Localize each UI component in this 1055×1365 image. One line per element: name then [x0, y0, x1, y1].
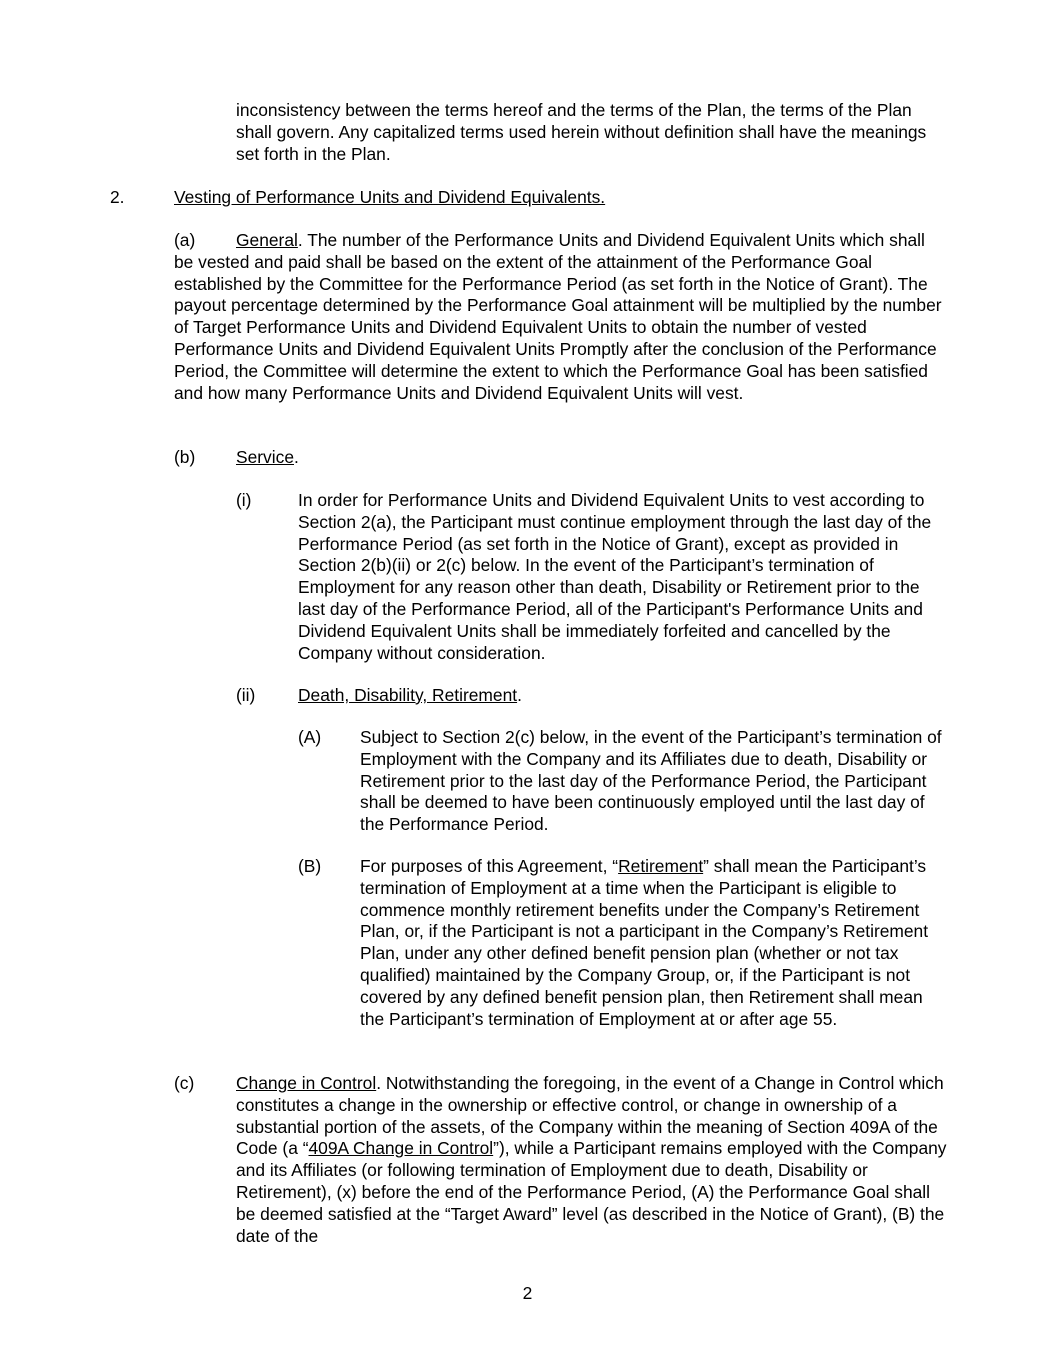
paragraph-c-pre: . Notwithstanding the foregoing, in the event of a Change in Control which constitutes a change in the ownership or effective control, or change in ownership of a substantial portion of the assets, of the Company within the meaning of Section 409A of the Code (a “: [236, 1073, 944, 1159]
paragraph-c-label: (c): [174, 1073, 195, 1093]
subparagraph-i-text: In order for Performance Units and Dividend Equivalent Units to vest according to Section 2(a), the Participant must continue employment through the last day of the Performance Period (as set forth in the Notice of Grant), except as provided in Section 2(b)(ii) or 2(c) below. In the event of the Participant’s termination of Employment for any reason other than death, Disability or Retirement prior to the last day of the Performance Period, all of the Participant's Performance Units and Dividend Equivalent Units shall be immediately forfeited and cancelled by the Company without consideration.: [298, 490, 932, 663]
paragraph-b-label: (b): [174, 447, 196, 467]
subparagraph-ii-after: .: [517, 685, 522, 705]
paragraph-b-after: .: [294, 447, 299, 467]
page-number: 2: [522, 1283, 533, 1303]
paragraph-a: [174, 230, 949, 404]
subparagraph-i-label: (i): [236, 490, 252, 510]
paragraph-c-post: ”), while a Participant remains employed with the Company and its Affiliates (or following termination of Employment due to death, Disability or Retirement), (x) before the end of the Performance Period, (A) the Performance Goal shall be deemed satisfied at the “Target Award” level (as described in the Notice of Grant), (B) the date of the: [236, 1138, 947, 1246]
paragraph-b-heading: [236, 447, 299, 469]
section-number: 2.: [110, 187, 125, 207]
clause-A-text: Subject to Section 2(c) below, in the event of the Participant’s termination of Employment with the Company and its Affiliates due to death, Disability or Retirement prior to the last day of the Performance Period, the Participant shall be deemed to have been continuously employed until the last day of the Performance Period.: [360, 727, 942, 835]
paragraph-b-title: Service: [236, 447, 294, 467]
subparagraph-ii-title: Death, Disability, Retirement: [298, 685, 518, 705]
paragraph-c-title: Change in Control: [236, 1073, 377, 1093]
subparagraph-ii-heading: [298, 685, 522, 707]
clause-A-label: (A): [298, 727, 322, 747]
paragraph-a-text: . The number of the Performance Units and Dividend Equivalent Units which shall be vested and paid shall be based on the extent of the attainment of the Performance Goal established by the Committee for the Performance Period (as set forth in the Notice of Grant). The payout percentage determined by the Performance Goal attainment will be multiplied by the number of Target Performance Units and Dividend Equivalent Units to obtain the number of vested Performance Units and Dividend Equivalent Units Promptly after the conclusion of the Performance Period, the Committee will determine the extent to which the Performance Goal has been satisfied and how many Performance Units and Dividend Equivalent Units will vest.: [174, 230, 942, 403]
paragraph-c-text: [236, 1073, 948, 1247]
subparagraph-ii-label: (ii): [236, 685, 256, 705]
section-heading: Vesting of Performance Units and Dividend Equivalents.: [174, 187, 606, 207]
clause-B-post: ” shall mean the Participant’s termination of Employment at a time when the Participant is eligible to commence monthly retirement benefits under the Company’s Retirement Plan, or, if the Participant is not a participant in the Company’s Retirement Plan, under any other defined benefit pension plan (whether or not tax qualified) maintained by the Company Group, or, if the Participant is not covered by any defined benefit pension plan, then Retirement shall mean the Participant’s termination of Employment at or after age 55.: [360, 856, 929, 1029]
paragraph-a-label: (a): [174, 230, 196, 250]
clause-B-pre: For purposes of this Agreement, “: [360, 856, 619, 876]
clause-B-defined-term: Retirement: [618, 856, 704, 876]
clause-B-label: (B): [298, 856, 322, 876]
paragraph-c-defined-term: 409A Change in Control: [308, 1138, 494, 1159]
paragraph-a-title: General: [236, 230, 298, 250]
clause-B-text: [360, 856, 948, 1030]
intro-paragraph: inconsistency between the terms hereof and the terms of the Plan, the terms of the Plan shall govern. Any capitalized terms used herein without definition shall have the meanings set forth in the Plan.: [236, 100, 927, 164]
